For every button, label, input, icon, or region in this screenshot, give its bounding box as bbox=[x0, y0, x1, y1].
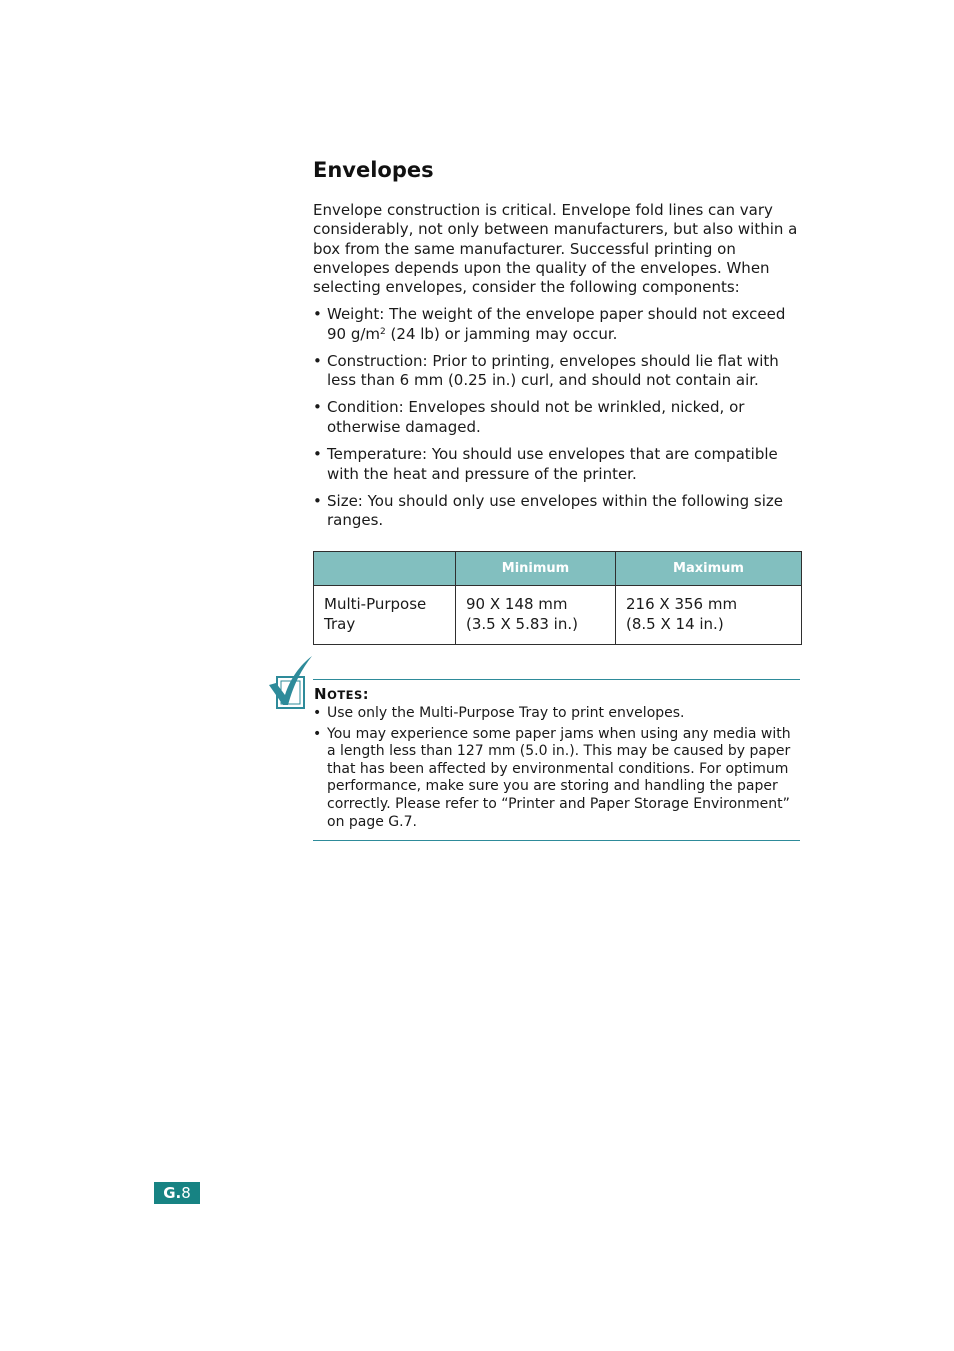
bullet-icon: • bbox=[313, 705, 322, 721]
list-item-construction: • Construction: Prior to printing, envelopes should lie flat with less than 6 mm (0.25 in.) curl, and should not contain air. bbox=[313, 351, 779, 390]
bullet-icon: • bbox=[313, 725, 322, 742]
bullet-icon: • bbox=[313, 398, 322, 417]
table-cell-maximum: 216 X 356 mm (8.5 X 14 in.) bbox=[616, 586, 802, 645]
notes-list bbox=[313, 705, 800, 834]
table-header-maximum: Maximum bbox=[616, 552, 802, 586]
intro-paragraph: Envelope construction is critical. Envelope fold lines can vary considerably, not only between manufacturers, but also within a box from the same manufacturer. Successful printing on envelopes depends upon the quality of the envelopes. When selecting envelopes, consider the following components: bbox=[313, 201, 798, 297]
bullet-icon: • bbox=[313, 305, 322, 323]
table-header-blank bbox=[314, 552, 456, 586]
table-row bbox=[314, 586, 802, 645]
table-header-minimum: Minimum bbox=[456, 552, 616, 586]
page-title: Envelopes bbox=[313, 158, 434, 182]
table-header-row bbox=[314, 552, 802, 586]
list-item: • You may experience some paper jams when using any media with a length less than 127 mm (5.0 in.). This may be caused by paper that has been affected by environmental conditions. For optimum performance, make sure you are storing and handling the paper correctly. Please refer to “Printer and Paper Storage Environment” on page G.7. bbox=[313, 725, 791, 830]
list-item-temperature: • Temperature: You should use envelopes that are compatible with the heat and pressure of the printer. bbox=[313, 445, 778, 483]
bullet-icon: • bbox=[313, 351, 322, 370]
envelope-size-table bbox=[313, 551, 802, 645]
list-item-condition: • Condition: Envelopes should not be wrinkled, nicked, or otherwise damaged. bbox=[313, 398, 745, 436]
notes-box bbox=[313, 679, 800, 841]
note-checkmark-icon bbox=[268, 655, 314, 711]
list-item: • Use only the Multi-Purpose Tray to print envelopes. bbox=[313, 705, 685, 721]
table-cell-label: Multi-Purpose Tray bbox=[314, 586, 456, 645]
list-item-size: • Size: You should only use envelopes within the following size ranges. bbox=[313, 491, 783, 530]
notes-heading: NOTES: bbox=[314, 685, 369, 703]
envelope-components-list bbox=[313, 305, 803, 538]
bullet-icon: • bbox=[313, 491, 322, 510]
list-item-weight: • Weight: The weight of the envelope paper should not exceed 90 $g/m^2$ (24 lb) or jamming may occur. bbox=[313, 305, 786, 343]
table-cell-minimum: 90 X 148 mm (3.5 X 5.83 in.) bbox=[456, 586, 616, 645]
bullet-icon: • bbox=[313, 445, 322, 464]
page-number-badge: G.8 bbox=[154, 1182, 200, 1204]
